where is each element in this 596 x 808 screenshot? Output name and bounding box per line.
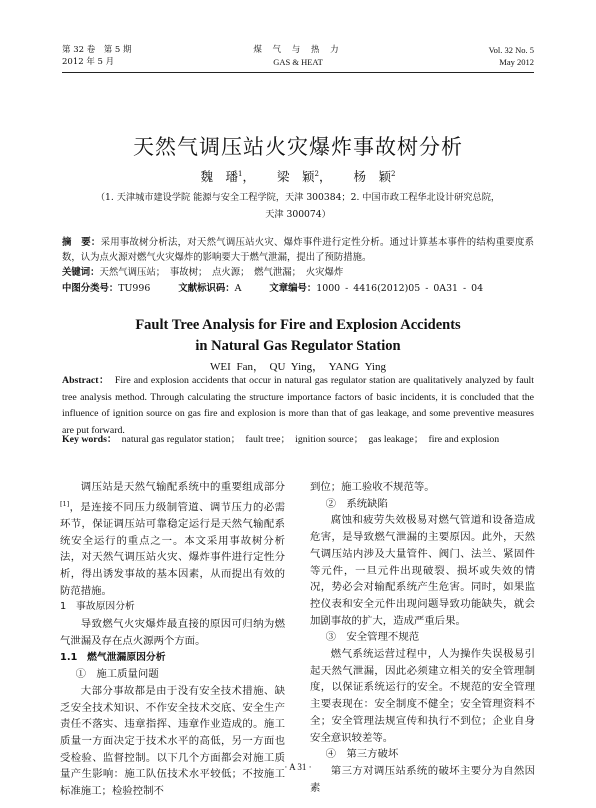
date-en: May 2012 (499, 57, 534, 67)
paper-title-cn: 天然气调压站火灾爆炸事故树分析 (133, 135, 463, 159)
abstract-label-en: Abstract： (62, 375, 105, 386)
title-en-line: Fault Tree Analysis for Fire and Explosion Accidents (135, 317, 461, 333)
subsection-heading: 1.1 燃气泄漏原因分析 (60, 651, 166, 663)
keywords-text-cn: 天然气调压站； 事故树； 点火源； 燃气泄漏； 火灾爆炸 (99, 267, 344, 278)
body-column-left (60, 479, 285, 800)
author-name: 杨 颖 (353, 169, 391, 184)
author-name: 梁 颖 (277, 169, 315, 184)
title-en-line: in Natural Gas Regulator Station (195, 338, 401, 354)
keywords-en (62, 432, 534, 449)
doc-code-label: 文献标识码： (178, 283, 235, 294)
keywords-label-en: Key words： (62, 434, 112, 445)
journal-name-en: GAS & HEAT (273, 57, 323, 67)
author-separator: ， (318, 169, 332, 184)
body-paragraph: 到位；施工验收不规范等。 (310, 481, 435, 493)
paper-title-en (0, 315, 596, 357)
article-number-label: 文章编号： (269, 283, 317, 294)
body-paragraph (60, 479, 285, 599)
citation-ref: [1] (60, 499, 70, 508)
section-heading: 1 事故原因分析 (60, 601, 135, 613)
body-text: 调压站是天然气输配系统中的重要组成部分 (80, 481, 285, 493)
author-separator: ， (242, 169, 256, 184)
authors-en: WEI Fan， QU Ying， YANG Ying (210, 361, 386, 373)
affiliations (70, 189, 526, 223)
abstract-text-en: Fire and explosion accidents that occur in natural gas regulator station are qualitatively analyzed by fault tree analysis method. Through calculating the structure importance factors of basic incidents, it is concluded that the influence of ignition source on gas fire and explosion is more than that of gas leakage, and some preventive measures are put forward. (62, 375, 535, 436)
affiliation-mark: 2 (314, 169, 319, 178)
item-heading: ② 系统缺陷 (325, 497, 388, 510)
clc-label: 中图分类号： (62, 283, 119, 294)
author-name: 魏 璠 (200, 169, 239, 184)
journal-name-cn: 煤 气 与 热 力 (253, 45, 343, 55)
affiliation-mark: 1 (238, 169, 243, 178)
item-heading: ④ 第三方破坏 (325, 748, 399, 761)
date-cn: 2012 年 5 月 (62, 57, 115, 67)
affiliation-mark: 2 (391, 169, 396, 178)
item-heading: ③ 安全管理不规范 (325, 631, 420, 644)
running-header-right (489, 44, 534, 68)
header-rule (62, 72, 534, 73)
body-column-right (310, 479, 535, 796)
abstract-en (62, 373, 534, 439)
body-text: ，是连接不同压力级制管道、调节压力的必需环节，保证调压站可靠稳定运行是天然气输配系统安全运行的重点之一。本文采用事故树分析法，对天然气调压站火灾、爆炸事件进行定性分析，得出诱发事故的基本因素，从而提出有效的防范措施。 (60, 501, 285, 597)
abstract-label-cn: 摘 要： (62, 237, 101, 248)
body-paragraph: 大部分事故都是由于没有安全技术措施、缺乏安全技术知识、不作安全技术交底、安全生产责任不落实、违章指挥、违章作业造成的。施工质量一方面决定于技术水平的高低，另一方面也受检验、监督控制。以下几个方面都会对施工质量产生影响：施工队伍技术水平较低；不按施工标准施工；检验控制不 (60, 684, 285, 798)
body-paragraph: 腐蚀和疲劳失效极易对燃气管道和设备造成危害，是导致燃气泄漏的主要原因。此外，天然气调压站内涉及大量管件、阀门、法兰、紧固件等元件，一旦元件出现破裂、损坏或失效的情况，势必会对输配系统产生危害。同时，如果监控仪表和安全元件出现问题导致功能缺失，就会加剧事故的扩大，造成严重后果。 (310, 514, 535, 627)
body-paragraph: 第三方对调压站系统的破坏主要分为自然因素 (310, 764, 535, 794)
abstract-text-cn: 采用事故树分析法，对天然气调压站火灾、爆炸事件进行定性分析。通过计算基本事件的结构重要度系数，认为点火源对燃气火灾爆炸的影响要大于燃气泄漏，提出了预防措施。 (62, 237, 534, 263)
classification-line (62, 282, 534, 297)
clc-value: TU996 (118, 283, 151, 294)
body-paragraph: 导致燃气火灾爆炸最直接的原因可归纳为燃气泄漏及存在点火源两个方面。 (60, 618, 285, 647)
abstract-cn (62, 236, 534, 265)
affiliation-line: （1. 天津城市建设学院 能源与安全工程学院，天津 300384；2. 中国市政工程华北设计研究总院， (95, 192, 501, 203)
article-number-value: 1000 - 4416(2012)05 - 0A31 - 04 (316, 283, 484, 294)
page-number: · A 31 · (284, 762, 312, 772)
item-heading: ① 施工质量问题 (75, 668, 159, 681)
doc-code-value: A (234, 283, 242, 294)
body-paragraph: 燃气系统运营过程中，人为操作失误极易引起天然气泄漏，因此必须建立相关的安全管理制度，以保证系统运行的安全。不规范的安全管理主要表现在：安全制度不健全；安全管理资料不全；安全管理法规宣传和执行不到位；企业自身安全意识较差等。 (310, 648, 535, 744)
keywords-text-en: natural gas regulator station； fault tree； ignition source； gas leakage； fire and explosion (121, 434, 500, 445)
volume-issue-cn: 第 32 卷 第 5 期 (62, 45, 132, 55)
volume-issue-en: Vol. 32 No. 5 (488, 45, 534, 55)
keywords-label-cn: 关键词： (62, 267, 100, 278)
keywords-cn (62, 266, 534, 281)
affiliation-line: 天津 300074） (265, 209, 331, 220)
authors-cn (0, 167, 596, 185)
